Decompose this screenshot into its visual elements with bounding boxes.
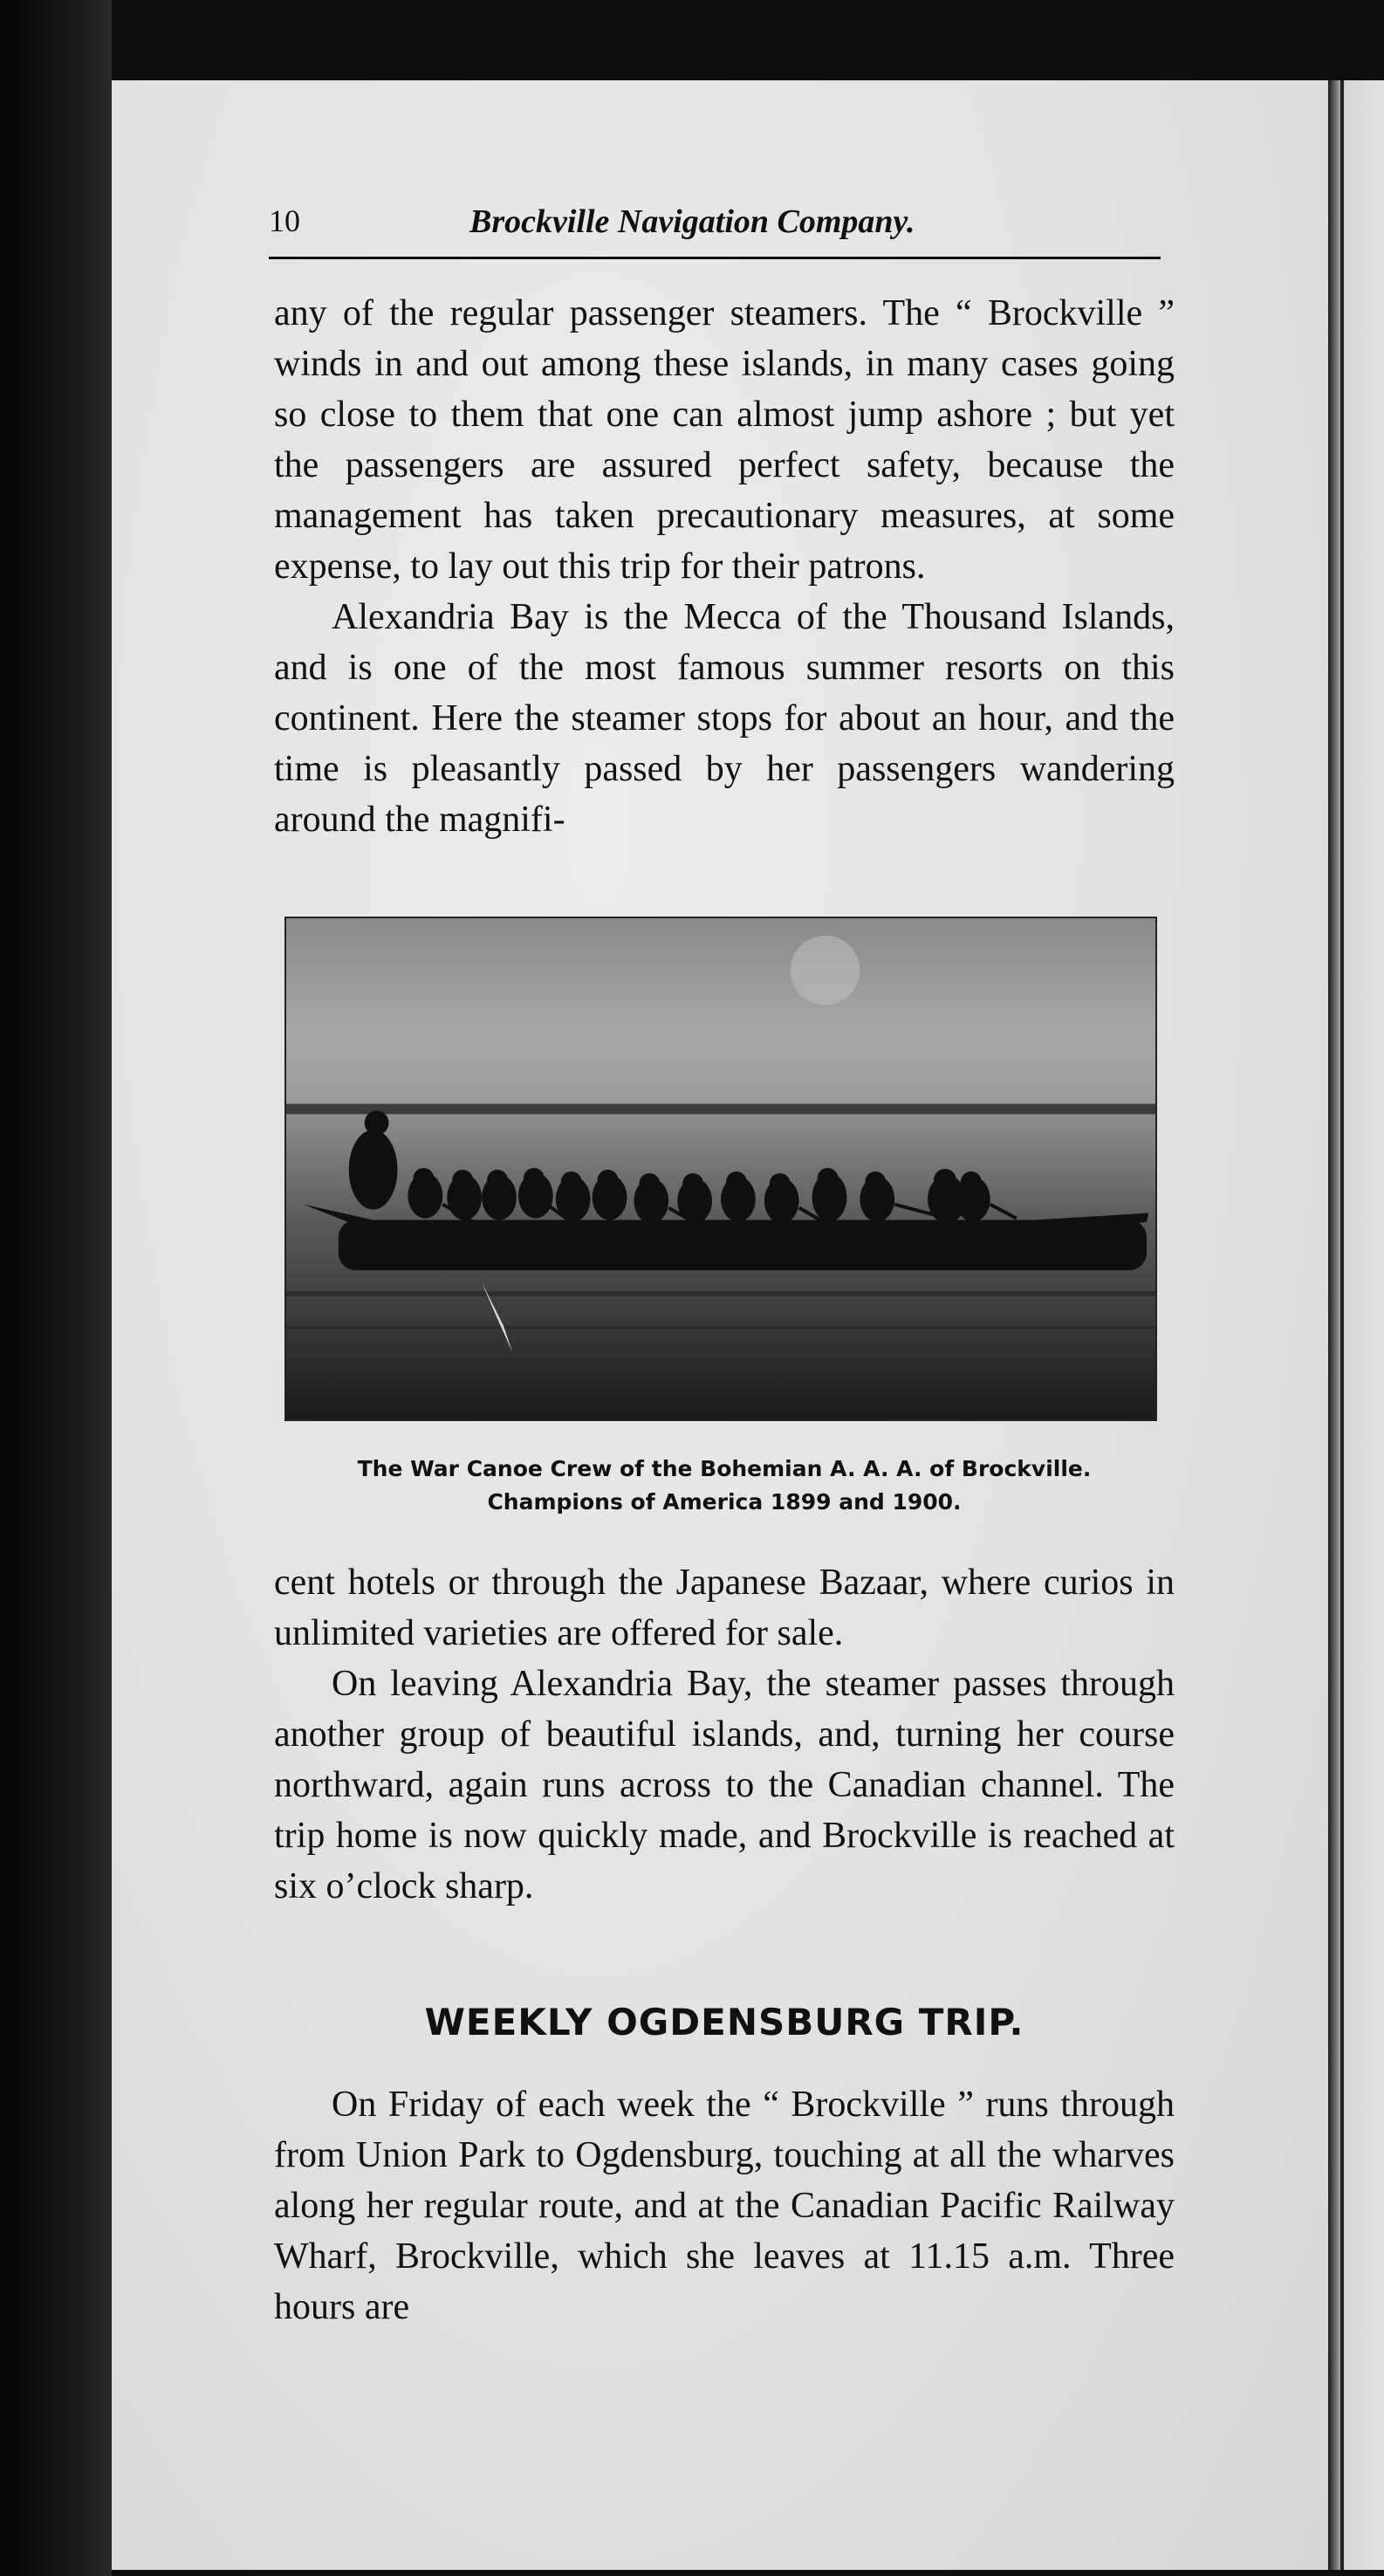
adjacent-page-edge bbox=[1328, 80, 1384, 2570]
paragraph: Alexandria Bay is the Mecca of the Thousand Islands, and is one of the most famous summer resorts on this continent. Here the steamer stops for about an hour, and the time is pleasantly passed by her passengers wandering around the magnifi- bbox=[274, 597, 1175, 840]
running-head-title: Brockville Navigation Company. bbox=[469, 203, 915, 240]
text-block-top bbox=[274, 288, 1175, 845]
text-block-bottom bbox=[274, 2079, 1175, 2332]
figure-caption bbox=[262, 1453, 1187, 1519]
page-spine bbox=[1340, 80, 1344, 2570]
caption-line: Champions of America 1899 and 1900. bbox=[487, 1489, 962, 1515]
paragraph: any of the regular passenger steamers. The “ Brockville ” winds in and out among these islands, in many cases going so close to them that one can almost jump ashore ; but yet the passengers are assured perfect safety, because the management has taken precautionary measures, at some expense, to lay out this trip for their patrons. bbox=[274, 293, 1175, 587]
photo-illustration bbox=[286, 918, 1155, 1419]
photograph-war-canoe bbox=[284, 917, 1157, 1421]
text-block-middle bbox=[274, 1557, 1175, 1912]
caption-line: The War Canoe Crew of the Bohemian A. A. A. of Brockville. bbox=[357, 1456, 1092, 1481]
paragraph: On leaving Alexandria Bay, the steamer passes through another group of beautiful islands, and, turning her course northward, again runs across to the Canadian channel. The trip home is now quickly made, and Brockville is reached at six o’clock sharp. bbox=[274, 1664, 1175, 1906]
header-rule bbox=[269, 257, 1161, 259]
paragraph: On Friday of each week the “ Brockville ” runs through from Union Park to Ogdensburg, touching at all the wharves along her regular route, and at the Canadian Pacific Railway Wharf, Brockville, which she leaves at 11.15 a.m. Three hours are bbox=[274, 2085, 1175, 2327]
scan-left-margin bbox=[0, 0, 112, 2576]
section-heading: WEEKLY OGDENSBURG TRIP. bbox=[424, 2001, 1024, 2044]
paragraph: cent hotels or through the Japanese Bazaar, where curios in unlimited varieties are offered for sale. bbox=[274, 1563, 1175, 1653]
running-head bbox=[269, 203, 1161, 255]
page-number: 10 bbox=[269, 203, 300, 238]
